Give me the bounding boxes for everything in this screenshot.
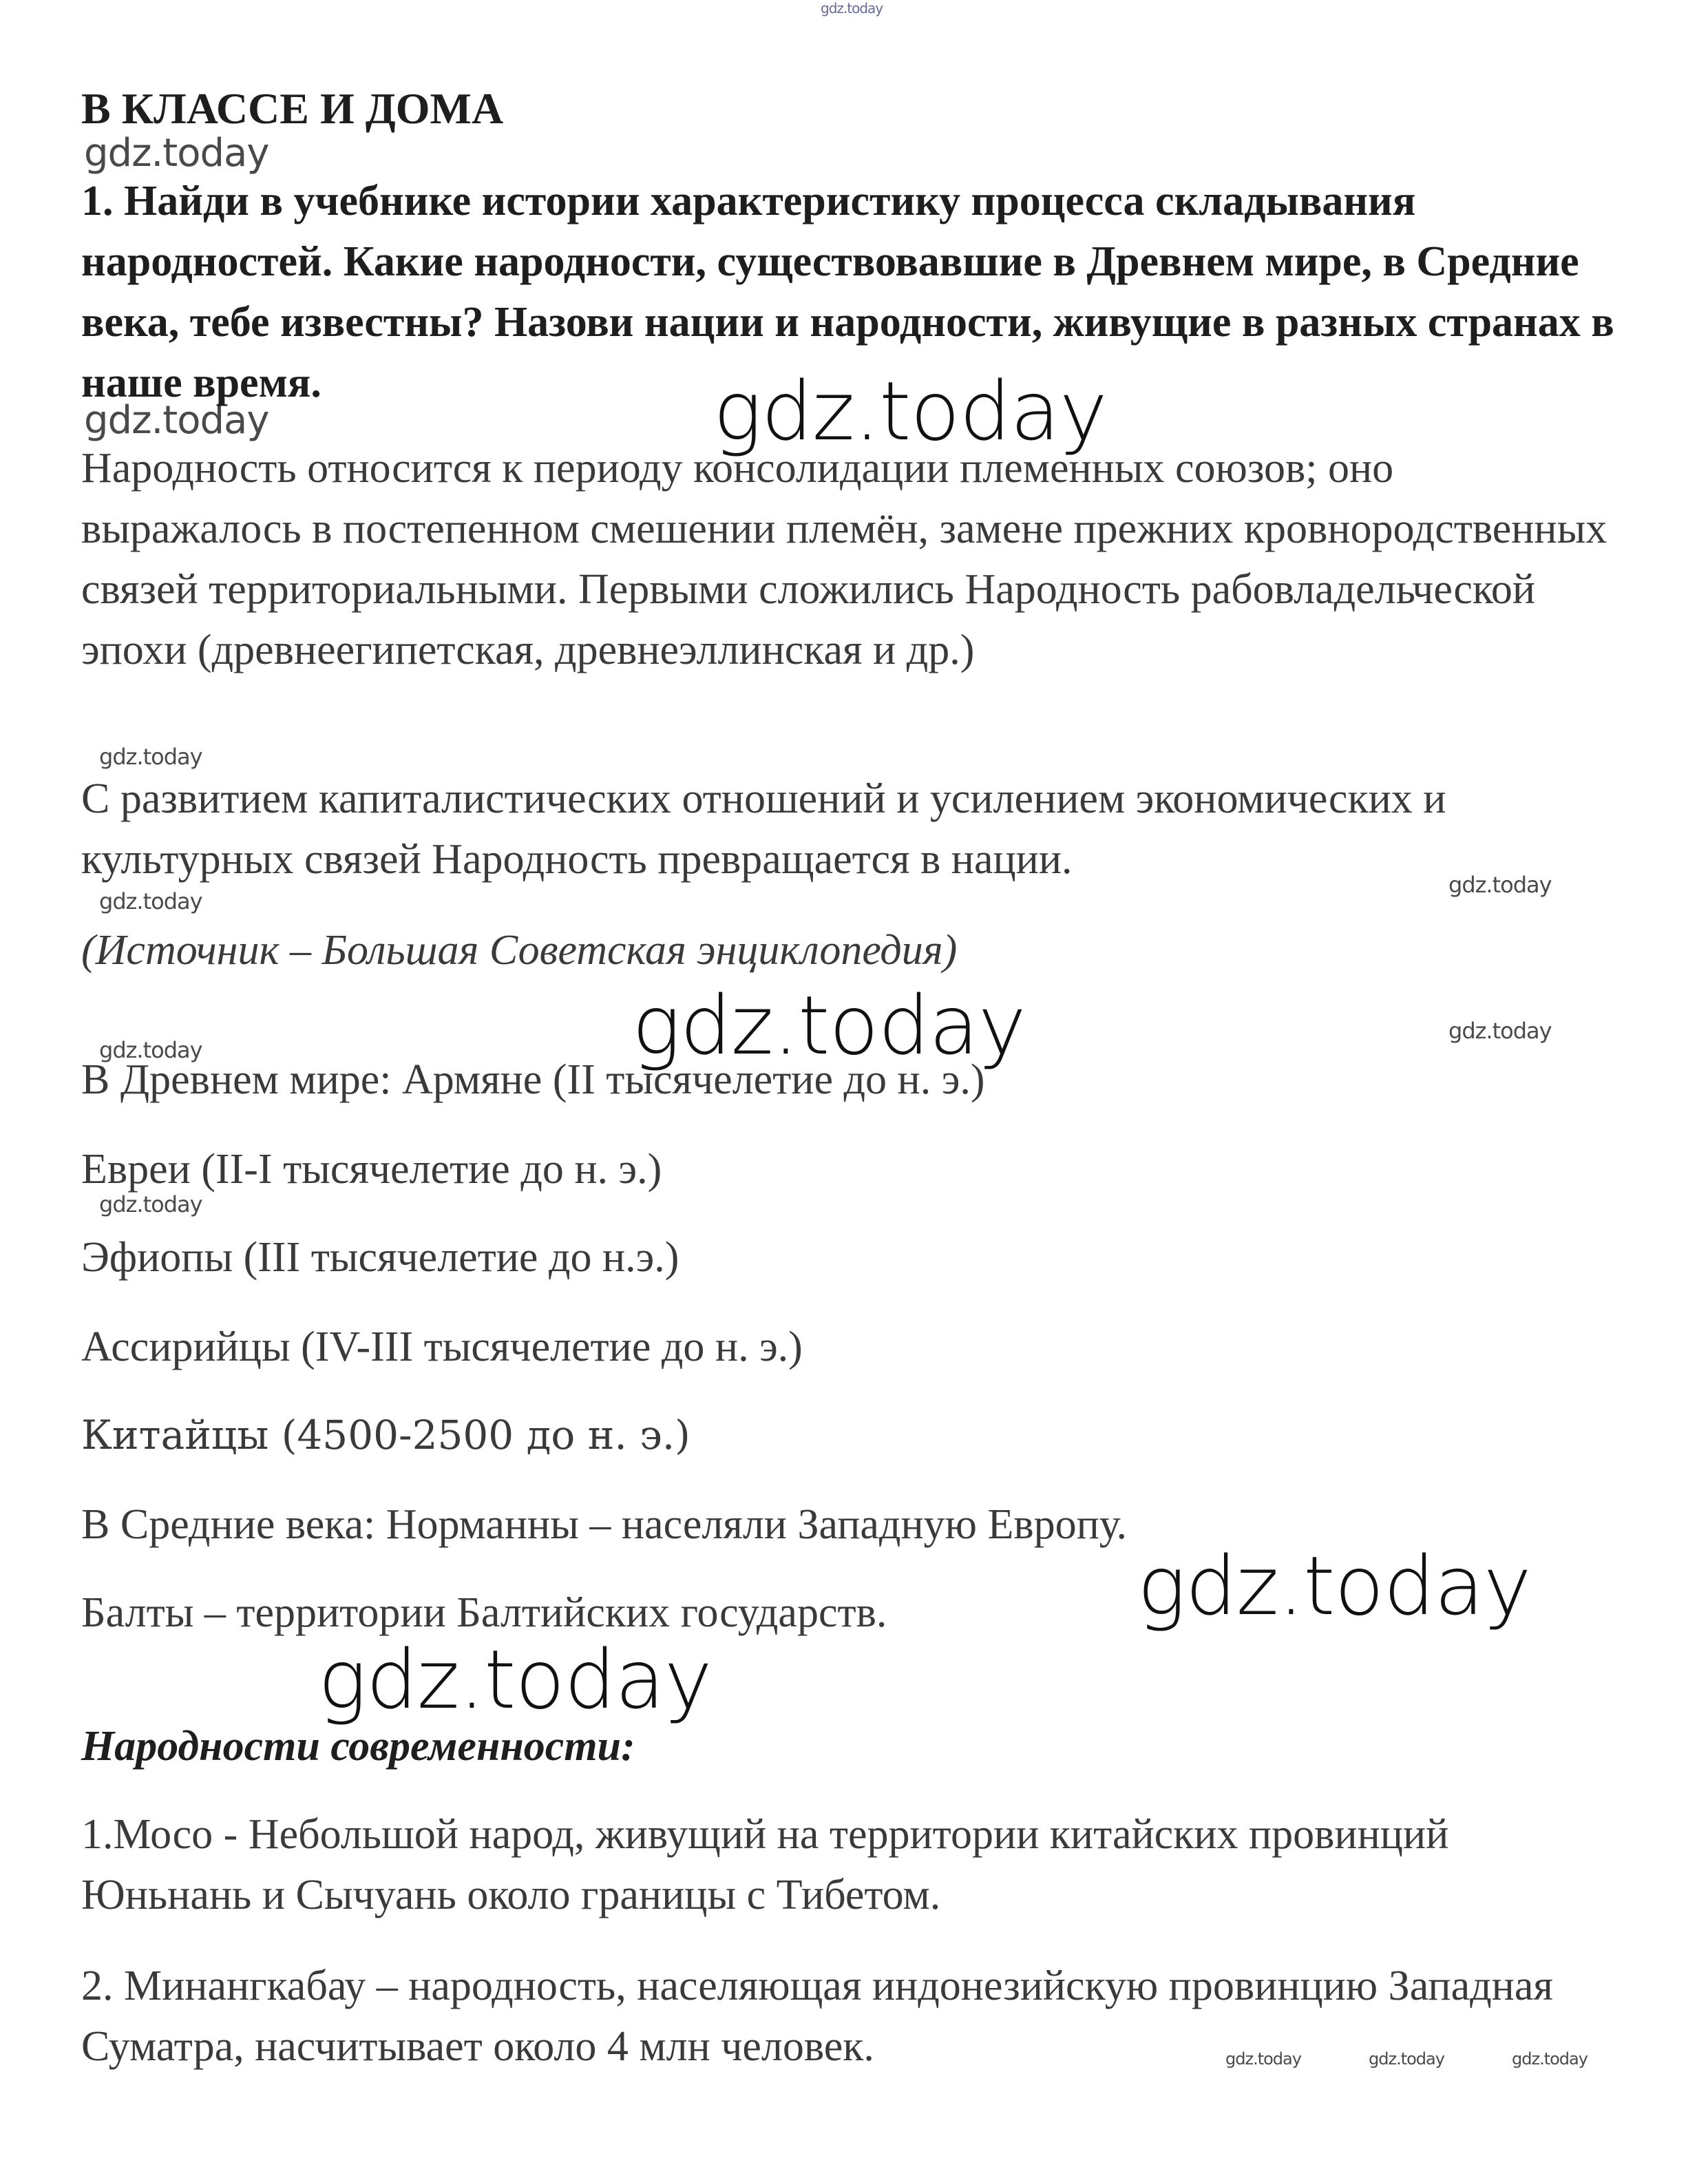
watermark-top: gdz.today: [821, 0, 883, 17]
ancient-item-chinese: Китайцы (4500-2500 до н. э.): [81, 1412, 690, 1458]
watermark: gdz.today: [1225, 2049, 1301, 2069]
watermark-large: gdz.today: [713, 364, 1107, 459]
modern-item-minangkabau: 2. Минангкабау – народность, населяющая индонезийскую провинцию Западная Суматра, насчитывает около 4 млн человек.: [81, 1962, 1553, 2070]
medieval-item-normans: В Средние века: Норманны – населяли Западную Европу.: [81, 1501, 1128, 1548]
watermark: gdz.today: [99, 1191, 202, 1217]
answer-paragraph-definition: Народность относится к периоду консолидации племенных союзов; оно выражалось в постепенном смешении племён, замене прежних кровнородственных связей территориальными. Первыми сложились Народность рабовладельческой эпохи (древнеегипетская, древнеэллинская и др.): [81, 445, 1607, 673]
ancient-item-ethiopians: Эфиопы (III тысячелетие до н.э.): [81, 1234, 679, 1281]
question-text: 1. Найди в учебнике истории характеристику процесса складывания народностей. Какие народности, существовавшие в Древнем мире, в Средние века, тебе известны? Назови нации и народности, живущие в разных странах в наше время.: [81, 178, 1614, 406]
watermark: gdz.today: [99, 1037, 202, 1063]
answer-paragraph-nations: С развитием капиталистических отношений и усилением экономических и культурных связей Народность превращается в нации.: [81, 775, 1446, 883]
watermark-large: gdz.today: [632, 978, 1026, 1073]
source-citation: (Источник – Большая Советская энциклопедия): [81, 927, 958, 974]
ancient-item-assyrians: Ассирийцы (IV-III тысячелетие до н. э.): [81, 1323, 803, 1370]
watermark: gdz.today: [1512, 2049, 1588, 2069]
medieval-item-balts: Балты – территории Балтийских государств.: [81, 1589, 887, 1636]
watermark: gdz.today: [1369, 2049, 1444, 2069]
ancient-item-jews: Евреи (II-I тысячелетие до н. э.): [81, 1146, 662, 1193]
watermark: gdz.today: [1448, 1018, 1552, 1044]
modern-peoples-heading: Народности современности:: [81, 1723, 635, 1770]
watermark: gdz.today: [1448, 872, 1552, 898]
watermark-large: gdz.today: [1137, 1538, 1531, 1633]
modern-item-moso: 1.Мосо - Небольшой народ, живущий на территории китайских провинций Юньнань и Сычуань около границы с Тибетом.: [81, 1811, 1449, 1918]
watermark: gdz.today: [84, 131, 269, 176]
watermark: gdz.today: [99, 888, 202, 914]
watermark: gdz.today: [99, 744, 202, 770]
section-heading: В КЛАССЕ И ДОМА: [81, 84, 504, 133]
watermark: gdz.today: [84, 398, 269, 443]
watermark-large: gdz.today: [318, 1632, 712, 1727]
ancient-item-armenians: В Древнем мире: Армяне (II тысячелетие до н. э.): [81, 1056, 985, 1103]
